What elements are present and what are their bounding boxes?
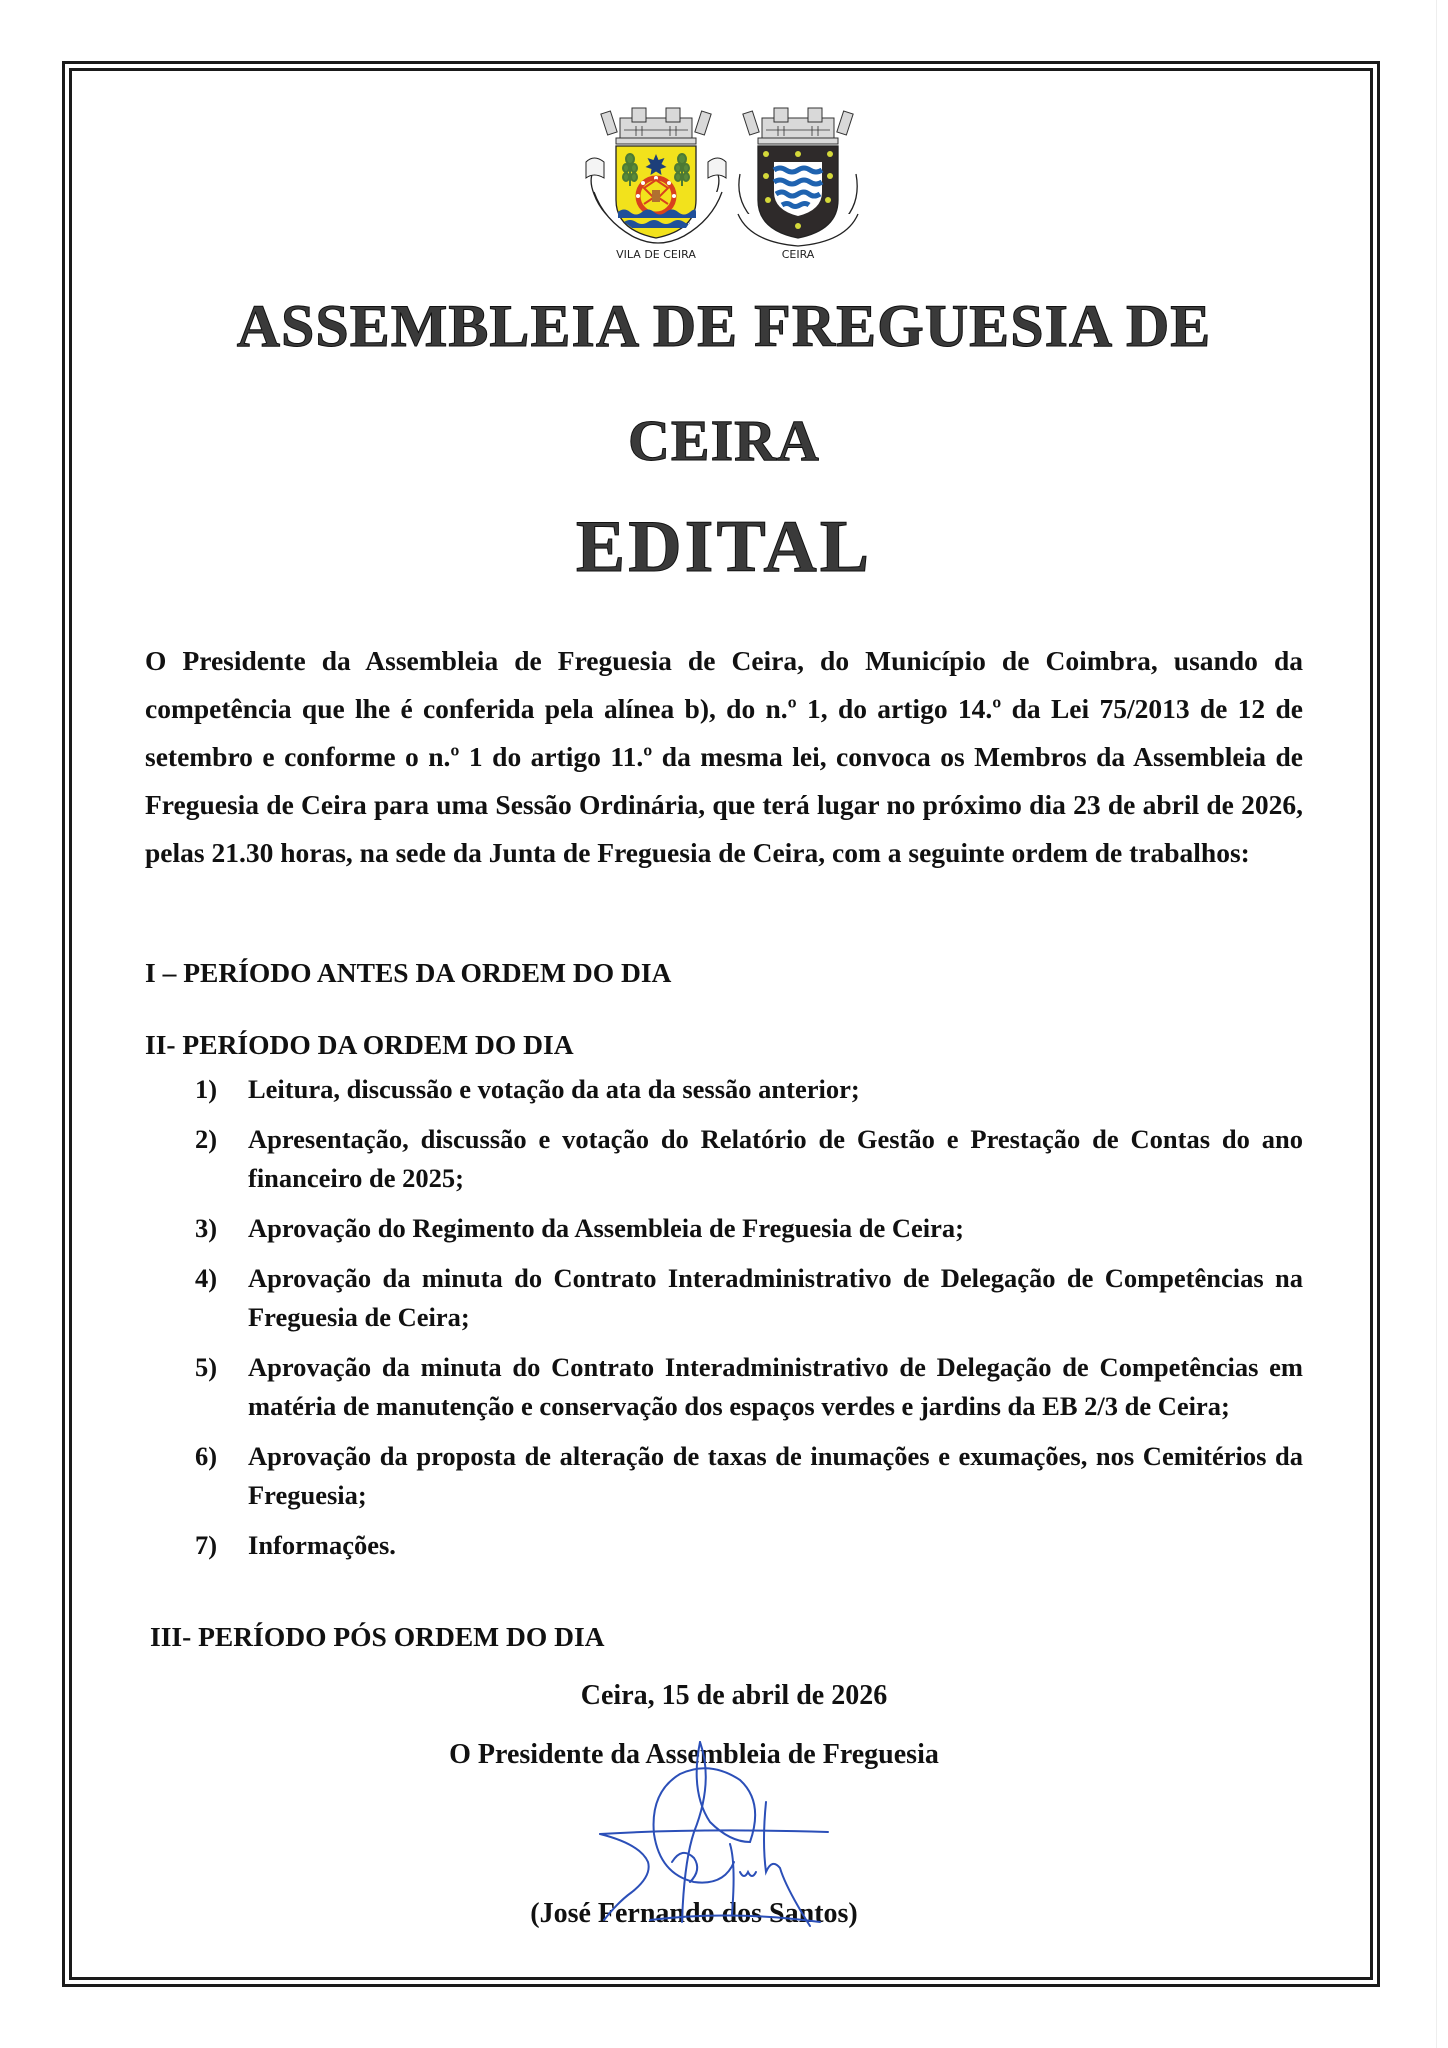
assembly-title: ASSEMBLEIA DE FREGUESIA DE (236, 293, 1212, 359)
agenda-item-text: Informações. (248, 1530, 396, 1560)
signatory-title: O Presidente da Assembleia de Freguesia (449, 1739, 939, 1770)
agenda-item-text: Aprovação da proposta de alteração de taxas de inumações e exumações, nos Cemitérios da Freguesia; (248, 1441, 1303, 1510)
section-heading-after-agenda: III- PERÍODO PÓS ORDEM DO DIA (150, 1621, 605, 1652)
ceira-crest (738, 108, 858, 261)
agenda-item-number: 4) (195, 1263, 218, 1293)
agenda-item-number: 3) (195, 1213, 218, 1243)
agenda-item-text: Leitura, discussão e votação da ata da sessão anterior; (248, 1074, 860, 1104)
parish-name-title: CEIRA (628, 408, 820, 473)
agenda-item-number: 7) (195, 1530, 218, 1560)
agenda-item (195, 1120, 1303, 1198)
section-heading-before-agenda: I – PERÍODO ANTES DA ORDEM DO DIA (145, 957, 672, 988)
section-heading-agenda: II- PERÍODO DA ORDEM DO DIA (145, 1029, 574, 1060)
handwritten-signature (590, 1732, 840, 1932)
agenda-item (195, 1209, 1303, 1248)
signatory-name: (José Fernando dos Santos) (530, 1898, 858, 1929)
place-and-date: Ceira, 15 de abril de 2026 (580, 1680, 888, 1711)
coats-of-arms (580, 104, 865, 266)
agenda-item (195, 1348, 1303, 1426)
agenda-item-number: 1) (195, 1074, 218, 1104)
document-type-title: EDITAL (575, 506, 873, 588)
agenda-item-text: Aprovação da minuta do Contrato Interadministrativo de Delegação de Competências em matéria de manutenção e conservação dos espaços verdes e jardins da EB 2/3 de Ceira; (248, 1352, 1303, 1421)
agenda-item (195, 1526, 1303, 1565)
agenda-item-number: 6) (195, 1441, 218, 1471)
agenda-item-text: Aprovação do Regimento da Assembleia de Freguesia de Ceira; (248, 1213, 964, 1243)
agenda-item (195, 1070, 1303, 1109)
agenda-item-number: 2) (195, 1124, 218, 1154)
agenda-item-text: Aprovação da minuta do Contrato Interadministrativo de Delegação de Competências na Freguesia de Ceira; (248, 1263, 1303, 1332)
vila-de-ceira-crest (586, 108, 726, 261)
agenda-item (195, 1259, 1303, 1337)
agenda-item-number: 5) (195, 1352, 218, 1382)
left-crest-motto: VILA DE CEIRA (616, 248, 696, 261)
agenda-item (195, 1437, 1303, 1515)
agenda-list (195, 1070, 1303, 1576)
intro-paragraph: O Presidente da Assembleia de Freguesia de Ceira, do Município de Coimbra, usando da competência que lhe é conferida pela alínea b), do n.º 1, do artigo 14.º da Lei 75/2013 de 12 de setembro e conforme o n.º 1 do artigo 11.º da mesma lei, convoca os Membros da Assembleia de Freguesia de Ceira para uma Sessão Ordinária, que terá lugar no próximo dia 23 de abril de 2026, pelas 21.30 horas, na sede da Junta de Freguesia de Ceira, com a seguinte ordem de trabalhos: (145, 645, 1303, 868)
agenda-item-text: Apresentação, discussão e votação do Relatório de Gestão e Prestação de Contas do ano financeiro de 2025; (248, 1124, 1303, 1193)
right-crest-motto: CEIRA (781, 248, 815, 261)
